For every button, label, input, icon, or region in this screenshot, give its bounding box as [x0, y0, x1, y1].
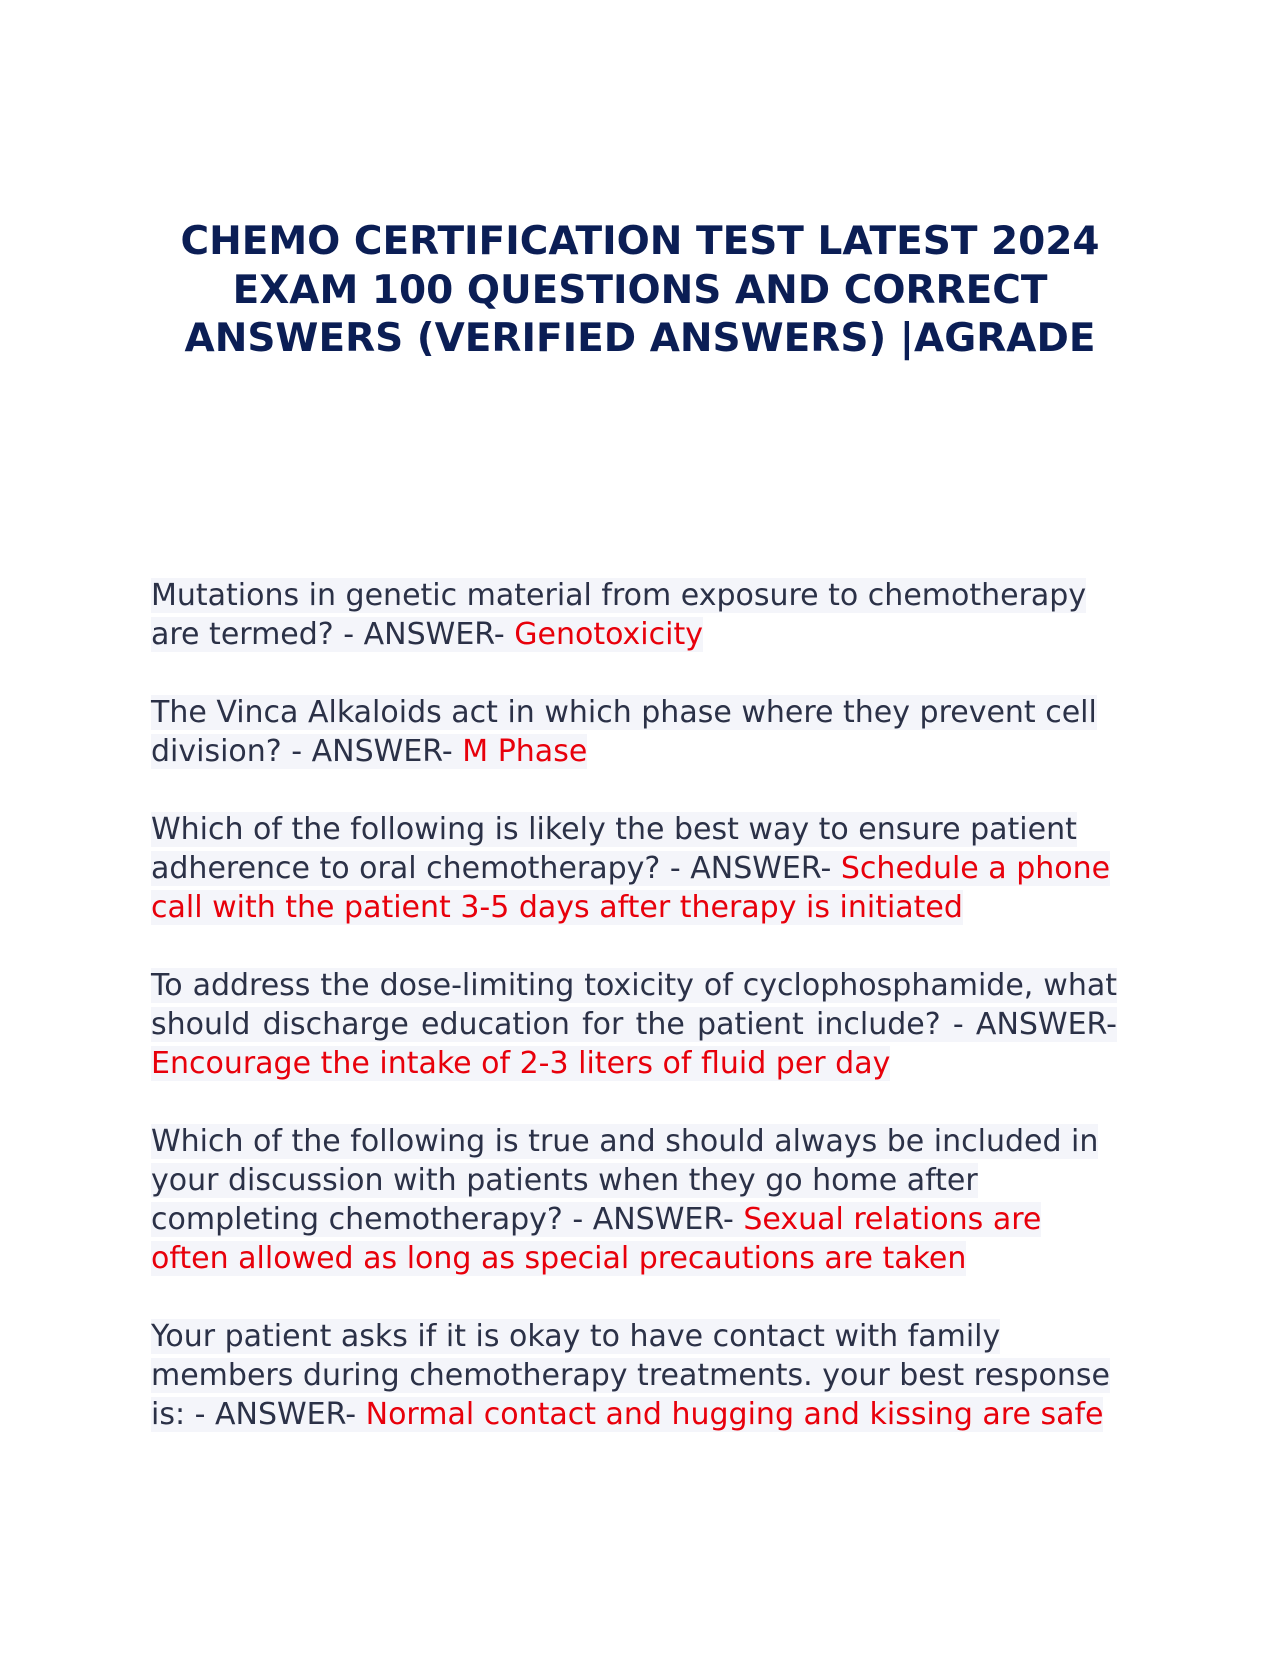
question-6-text: Your patient asks if it is okay to have contact with family members during chemotherapy treatments. your best response is: [151, 1319, 1110, 1432]
question-2-text: The Vinca Alkaloids act in which phase where they prevent cell division? [151, 695, 1097, 769]
document-title-text: CHEMO CERTIFICATION TEST LATEST 2024 EXAM 100 QUESTIONS AND CORRECT ANSWERS (VERIFIED ANSWERS) |AGRADE [180, 219, 1100, 361]
question-1-text: Mutations in genetic material from exposure to chemotherapy are termed? [151, 578, 1087, 652]
answer-prefix-5: - ANSWER- [572, 1202, 734, 1237]
question-3-text: Which of the following is likely the best way to ensure patient adherence to oral chemotherapy? [151, 812, 1077, 886]
answer-prefix-2: - ANSWER- [291, 734, 453, 769]
question-3 [151, 812, 1110, 925]
qa-item-3 [151, 810, 1117, 927]
question-5 [151, 1124, 1098, 1276]
answer-prefix-3: - ANSWER- [669, 851, 832, 886]
question-2 [151, 695, 1097, 769]
question-6 [151, 1319, 1110, 1432]
answer-prefix-1: - ANSWER- [343, 617, 505, 652]
qa-item-4 [151, 966, 1117, 1083]
answer-2: M Phase [462, 734, 588, 769]
qa-list [151, 576, 1117, 1473]
question-1 [151, 578, 1086, 652]
answer-prefix-4: - ANSWER- [952, 1007, 1117, 1042]
answer-4: Encourage the intake of 2-3 liters of fluid per day [151, 1046, 891, 1081]
qa-item-5 [151, 1122, 1117, 1278]
document-title [150, 218, 1130, 364]
question-5-text: Which of the following is true and should always be included in your discussion with patients when they go home after completing chemotherapy? [151, 1124, 1099, 1237]
qa-item-2 [151, 693, 1117, 771]
question-4-text: To address the dose-limiting toxicity of cyclophosphamide, what should discharge education for the patient include? [151, 968, 1117, 1042]
answer-3: Schedule a phone call with the patient 3-5 days after therapy is initiated [151, 851, 1111, 925]
answer-prefix-6: - ANSWER- [194, 1397, 357, 1432]
qa-item-1 [151, 576, 1117, 654]
answer-6: Normal contact and hugging and kissing are safe [365, 1397, 1104, 1432]
answer-1: Genotoxicity [514, 617, 703, 652]
qa-item-6 [151, 1317, 1117, 1434]
question-4 [151, 968, 1117, 1081]
answer-5: Sexual relations are often allowed as long as special precautions are taken [151, 1202, 1042, 1276]
